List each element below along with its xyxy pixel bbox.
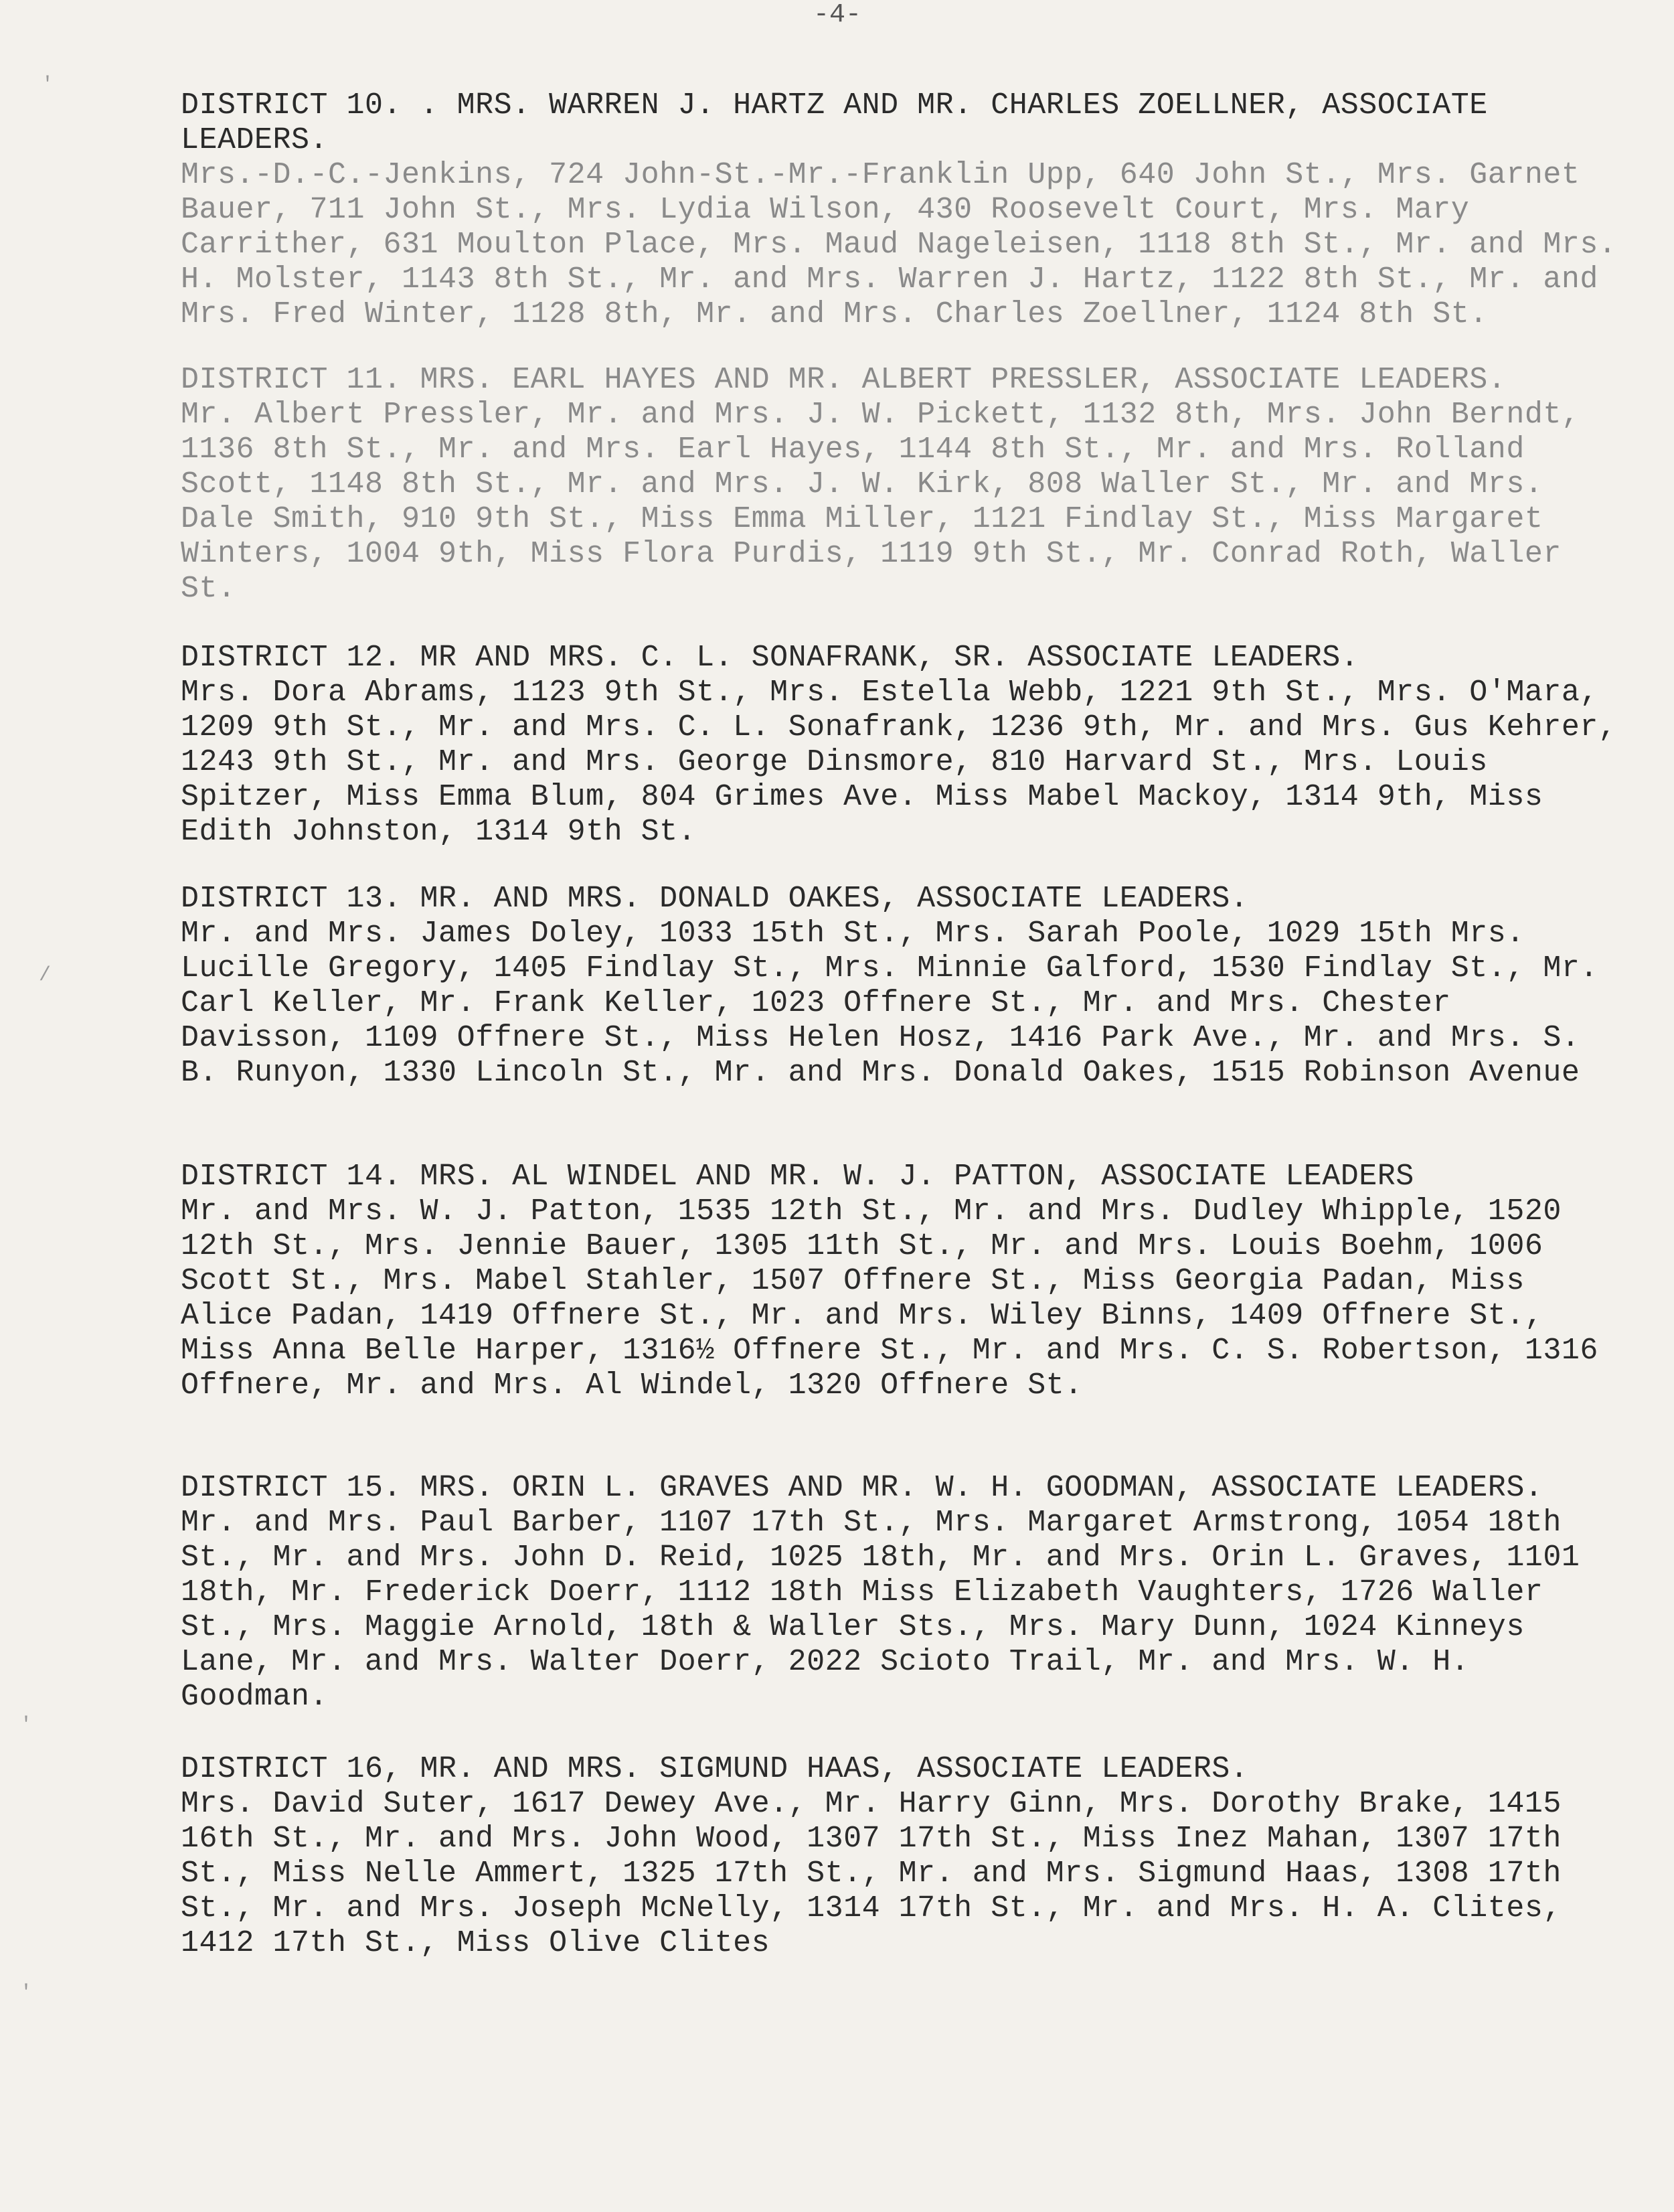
district-heading: DISTRICT 13. MR. AND MRS. DONALD OAKES, ASSOCIATE LEADERS. [181, 882, 1249, 916]
margin-mark: / [39, 964, 52, 987]
district-13 [181, 847, 1626, 1095]
district-members: Mrs. Dora Abrams, 1123 9th St., Mrs. Estella Webb, 1221 9th St., Mrs. O'Mara, 1209 9th St., Mr. and Mrs. C. L. Sonafrank, 1236 9th, Mr. and Mrs. Gus Kehrer, 1243 9th St., Mr. and Mrs. George Dinsmore, 810 Harvard St., Mrs. Louis Spitzer, Miss Emma Blum, 804 Grimes Ave. Miss Mabel Mackoy, 1314 9th, Miss Edith Johnston, 1314 9th St. [181, 676, 1617, 849]
district-members: Mr. and Mrs. Paul Barber, 1107 17th St., Mrs. Margaret Armstrong, 1054 18th St., Mr. and Mrs. John D. Reid, 1025 18th, Mr. and Mrs. Orin L. Graves, 1101 18th, Mr. Frederick Doerr, 1112 18th Miss Elizabeth Vaughters, 1726 Waller St., Mrs. Maggie Arnold, 18th & Waller Sts., Mrs. Mary Dunn, 1024 Kinneys Lane, Mr. and Mrs. Walter Doerr, 2022 Scioto Trail, Mr. and Mrs. W. H. Goodman. [181, 1506, 1580, 1714]
district-15 [181, 1436, 1626, 1714]
district-heading: DISTRICT 12. MR AND MRS. C. L. SONAFRANK, SR. ASSOCIATE LEADERS. [181, 641, 1359, 675]
district-14 [181, 1125, 1626, 1406]
page-number: -4- [813, 0, 862, 30]
district-heading: DISTRICT 11. MRS. EARL HAYES AND MR. ALBERT PRESSLER, ASSOCIATE LEADERS. [181, 363, 1507, 397]
margin-mark: ' [20, 1714, 33, 1737]
margin-mark: ' [20, 1982, 33, 2004]
margin-mark: ' [41, 74, 54, 96]
district-members: Mr. and Mrs. W. J. Patton, 1535 12th St., Mr. and Mrs. Dudley Whipple, 1520 12th St., Mrs. Jennie Bauer, 1305 11th St., Mr. and Mrs. Louis Boehm, 1006 Scott St., Mrs. Mabel Stahler, 1507 Offnere St., Miss Georgia Padan, Miss Alice Padan, 1419 Offnere St., Mr. and Mrs. Wiley Binns, 1409 Offnere St., Miss Anna Belle Harper, 1316½ Offnere St., Mr. and Mrs. C. S. Robertson, 1316 Offnere, Mr. and Mrs. Al Windel, 1320 Offnere St. [181, 1194, 1598, 1403]
district-heading: DISTRICT 10. . MRS. WARREN J. HARTZ AND MR. CHARLES ZOELLNER, ASSOCIATE LEADERS. [181, 88, 1488, 157]
district-11 [181, 328, 1626, 606]
district-heading: DISTRICT 15. MRS. ORIN L. GRAVES AND MR. W. H. GOODMAN, ASSOCIATE LEADERS. [181, 1471, 1543, 1505]
district-members: Mr. Albert Pressler, Mr. and Mrs. J. W. Pickett, 1132 8th, Mrs. John Berndt, 1136 8th St., Mr. and Mrs. Earl Hayes, 1144 8th St., Mr. and Mrs. Rolland Scott, 1148 8th St., Mr. and Mrs. J. W. Kirk, 808 Waller St., Mr. and Mrs. Dale Smith, 910 9th St., Miss Emma Miller, 1121 Findlay St., Miss Margaret Winters, 1004 9th, Miss Flora Purdis, 1119 9th St., Mr. Conrad Roth, Waller St. [181, 398, 1580, 606]
district-12 [181, 606, 1626, 849]
district-heading: DISTRICT 16, MR. AND MRS. SIGMUND HAAS, ASSOCIATE LEADERS. [181, 1752, 1249, 1786]
district-10 [181, 54, 1626, 331]
district-members: Mrs. David Suter, 1617 Dewey Ave., Mr. Harry Ginn, Mrs. Dorothy Brake, 1415 16th St., Mr. and Mrs. John Wood, 1307 17th St., Miss Inez Mahan, 1307 17th St., Miss Nelle Ammert, 1325 17th St., Mr. and Mrs. Sigmund Haas, 1308 17th St., Mr. and Mrs. Joseph McNelly, 1314 17th St., Mr. and Mrs. H. A. Clites, 1412 17th St., Miss Olive Clites [181, 1787, 1562, 1960]
district-heading: DISTRICT 14. MRS. AL WINDEL AND MR. W. J. PATTON, ASSOCIATE LEADERS [181, 1160, 1414, 1194]
district-members: Mr. and Mrs. James Doley, 1033 15th St., Mrs. Sarah Poole, 1029 15th Mrs. Lucille Gregory, 1405 Findlay St., Mrs. Minnie Galford, 1530 Findlay St., Mr. Carl Keller, Mr. Frank Keller, 1023 Offnere St., Mr. and Mrs. Chester Davisson, 1109 Offnere St., Miss Helen Hosz, 1416 Park Ave., Mr. and Mrs. S. B. Runyon, 1330 Lincoln St., Mr. and Mrs. Donald Oakes, 1515 Robinson Avenue [181, 917, 1598, 1090]
district-16 [181, 1717, 1626, 1960]
district-members: Mrs.-D.-C.-Jenkins, 724 John-St.-Mr.-Franklin Upp, 640 John St., Mrs. Garnet Bauer, 711 John St., Mrs. Lydia Wilson, 430 Roosevelt Court, Mrs. Mary Carrither, 631 Moulton Place, Mrs. Maud Nageleisen, 1118 8th St., Mr. and Mrs. H. Molster, 1143 8th St., Mr. and Mrs. Warren J. Hartz, 1122 8th St., Mr. and Mrs. Fred Winter, 1128 8th, Mr. and Mrs. Charles Zoellner, 1124 8th St. [181, 158, 1617, 331]
